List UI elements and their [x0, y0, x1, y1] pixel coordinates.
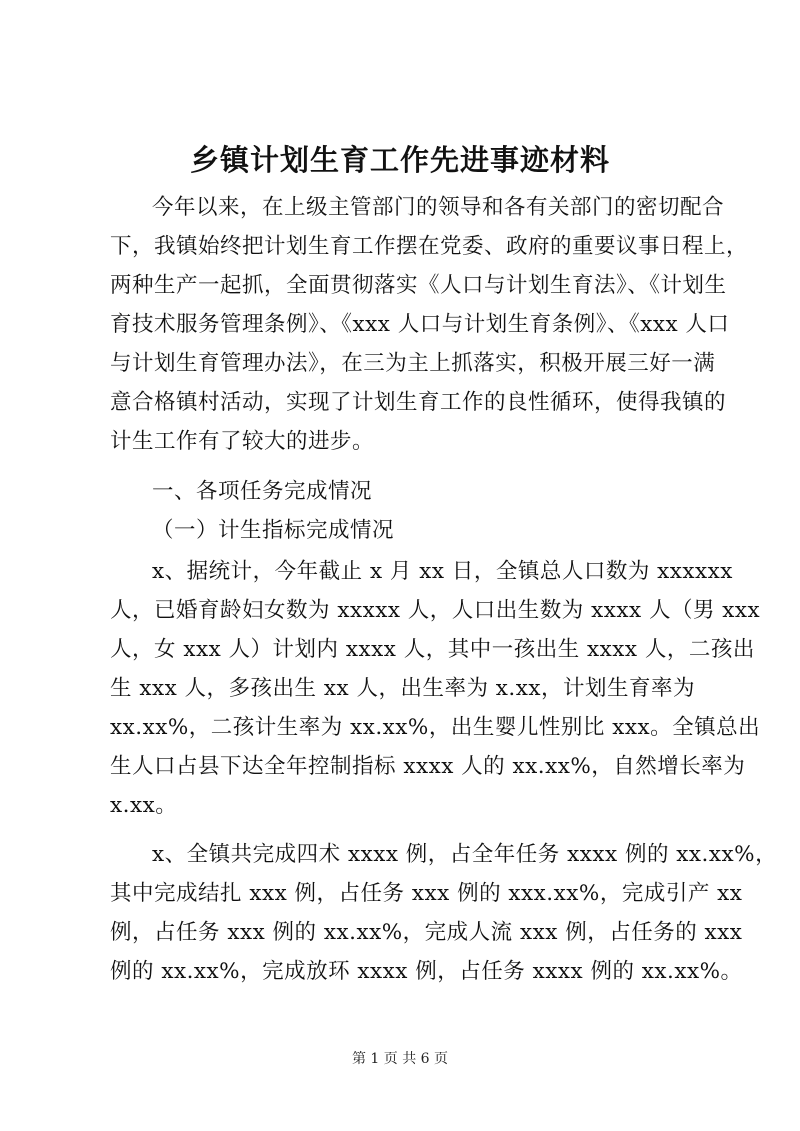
- document-title: 乡镇计划生育工作先进事迹材料: [189, 143, 610, 177]
- section-heading-1: 一、各项任务完成情况: [152, 479, 373, 504]
- intro-line-3: 两种生产一起抓，全面贯彻落实《人口与计划生育法》、《计划生: [110, 273, 727, 298]
- intro-line-1: 今年以来，在上级主管部门的领导和各有关部门的密切配合: [152, 195, 725, 220]
- intro-line-4: 育技术服务管理条例》、《xxx 人口与计划生育条例》、《xxx 人口: [110, 312, 730, 337]
- para1-line-4: 生 xxx 人，多孩出生 xx 人，出生率为 x.xx，计划生育率为: [110, 676, 696, 701]
- intro-line-2: 下，我镇始终把计划生育工作摆在党委、政府的重要议事日程上，: [110, 234, 749, 259]
- para1-line-6: 生人口占县下达全年控制指标 xxxx 人的 xx.xx%，自然增长率为: [110, 754, 746, 779]
- para2-line-3: 例，占任务 xxx 例的 xx.xx%，完成人流 xxx 例，占任务的 xxx: [110, 920, 743, 945]
- section-heading-2: （一）计生指标完成情况: [152, 518, 395, 543]
- para2-line-4: 例的 xx.xx%，完成放环 xxxx 例，占任务 xxxx 例的 xx.xx%。: [110, 959, 743, 984]
- para2-line-2: 其中完成结扎 xxx 例，占任务 xxx 例的 xxx.xx%，完成引产 xx: [110, 881, 743, 906]
- page-footer: 第 1 页 共 6 页: [351, 1051, 449, 1067]
- intro-line-7: 计生工作有了较大的进步。: [110, 429, 375, 454]
- para1-line-1: x、据统计，今年截止 x 月 xx 日，全镇总人口数为 xxxxxx: [152, 559, 733, 584]
- para2-line-1: x、全镇共完成四术 xxxx 例，占全年任务 xxxx 例的 xx.xx%，: [152, 842, 778, 867]
- para1-line-7: x.xx。: [110, 793, 178, 818]
- intro-line-6: 意合格镇村活动，实现了计划生育工作的良性循环，使得我镇的: [110, 390, 727, 415]
- intro-line-5: 与计划生育管理办法》，在三为主上抓落实，积极开展三好一满: [110, 351, 716, 376]
- para1-line-3: 人，女 xxx 人）计划内 xxxx 人，其中一孩出生 xxxx 人，二孩出: [110, 637, 755, 662]
- para1-line-2: 人，已婚育龄妇女数为 xxxxx 人，人口出生数为 xxxx 人（男 xxx: [110, 598, 761, 623]
- para1-line-5: xx.xx%，二孩计生率为 xx.xx%，出生婴儿性别比 xxx。全镇总出: [110, 715, 761, 740]
